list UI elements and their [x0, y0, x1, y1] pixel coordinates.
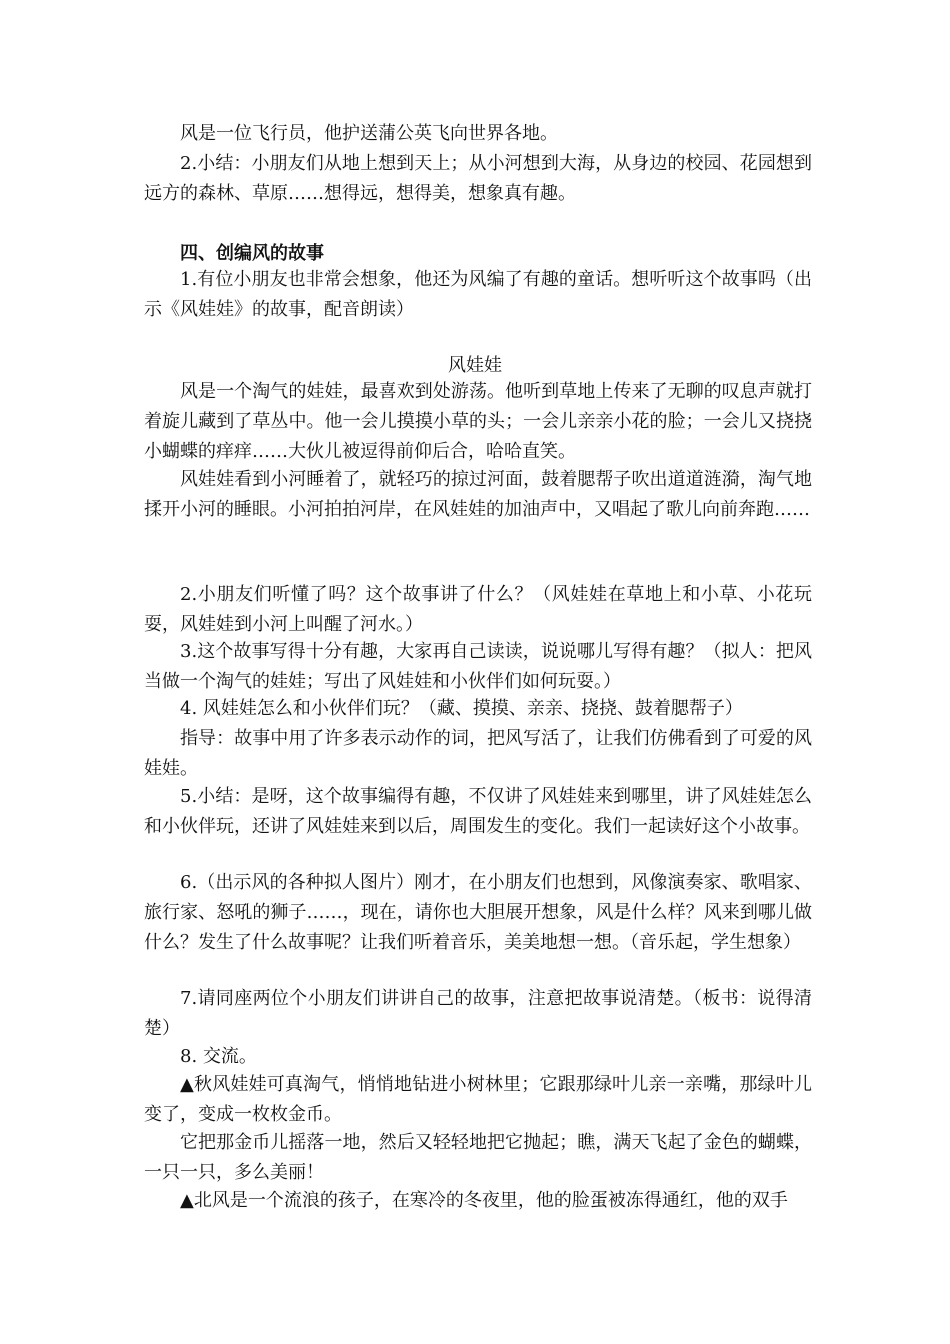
paragraph-step-4: 4. 风娃娃怎么和小伙伴们玩？（藏、摸摸、亲亲、挠挠、鼓着腮帮子） — [180, 698, 743, 719]
story-paragraph-1: 风是一个淘气的娃娃，最喜欢到处游荡。他听到草地上传来了无聊的叹息声就打着旋儿藏到了草丛中。他一会儿摸摸小草的头；一会儿亲亲小花的脸；一会儿又挠挠小蝴蝶的痒痒……大伙儿被逗得前仰后合，哈哈直笑。 — [144, 381, 812, 462]
story-paragraph-2: 风娃娃看到小河睡着了，就轻巧的掠过河面，鼓着腮帮子吹出道道涟漪，淘气地揉开小河的睡眼。小河拍拍河岸，在风娃娃的加油声中，又唱起了歌儿向前奔跑…… — [144, 469, 812, 520]
paragraph-step-3: 3.这个故事写得十分有趣，大家再自己读读，说说哪儿写得有趣？（拟人：把风当做一个淘气的娃娃；写出了风娃娃和小伙伴们如何玩耍。） — [144, 641, 812, 692]
section-heading-4: 四、创编风的故事 — [180, 243, 324, 264]
paragraph-step-6: 6.（出示风的各种拟人图片）刚才，在小朋友们也想到，风像演奏家、歌唱家、旅行家、怒吼的狮子……，现在，请你也大胆展开想象，风是什么样？风来到哪儿做什么？发生了什么故事呢？让我们听着音乐，美美地想一想。（音乐起，学生想象） — [144, 872, 812, 953]
paragraph-step-8: 8. 交流。 — [180, 1046, 257, 1067]
example-north-wind: ▲北风是一个流浪的孩子，在寒冷的冬夜里，他的脸蛋被冻得通红，他的双手 — [180, 1190, 788, 1211]
paragraph-wind-pilot: 风是一位飞行员，他护送蒲公英飞向世界各地。 — [180, 123, 558, 144]
example-gold-coins: 它把那金币儿摇落一地，然后又轻轻地把它抛起；瞧，满天飞起了金色的蝴蝶，一只一只，多么美丽！ — [144, 1132, 812, 1183]
story-title: 风娃娃 — [448, 355, 502, 376]
paragraph-step-7: 7.请同座两位个小朋友们讲讲自己的故事，注意把故事说清楚。（板书：说得清楚） — [144, 988, 812, 1039]
paragraph-guidance: 指导：故事中用了许多表示动作的词，把风写活了，让我们仿佛看到了可爱的风娃娃。 — [144, 728, 812, 779]
paragraph-summary-2: 2.小结：小朋友们从地上想到天上；从小河想到大海，从身边的校园、花园想到远方的森林、草原……想得远，想得美，想象真有趣。 — [144, 153, 812, 204]
paragraph-step-2: 2.小朋友们听懂了吗？这个故事讲了什么？（风娃娃在草地上和小草、小花玩耍，风娃娃到小河上叫醒了河水。） — [144, 584, 812, 635]
example-autumn-wind: ▲秋风娃娃可真淘气，悄悄地钻进小树林里；它跟那绿叶儿亲一亲嘴，那绿叶儿变了，变成一枚枚金币。 — [144, 1074, 812, 1125]
paragraph-step-1: 1.有位小朋友也非常会想象，他还为风编了有趣的童话。想听听这个故事吗（出示《风娃娃》的故事，配音朗读） — [144, 269, 812, 320]
paragraph-step-5: 5.小结：是呀，这个故事编得有趣，不仅讲了风娃娃来到哪里，讲了风娃娃怎么和小伙伴玩，还讲了风娃娃来到以后，周围发生的变化。我们一起读好这个小故事。 — [144, 786, 812, 837]
